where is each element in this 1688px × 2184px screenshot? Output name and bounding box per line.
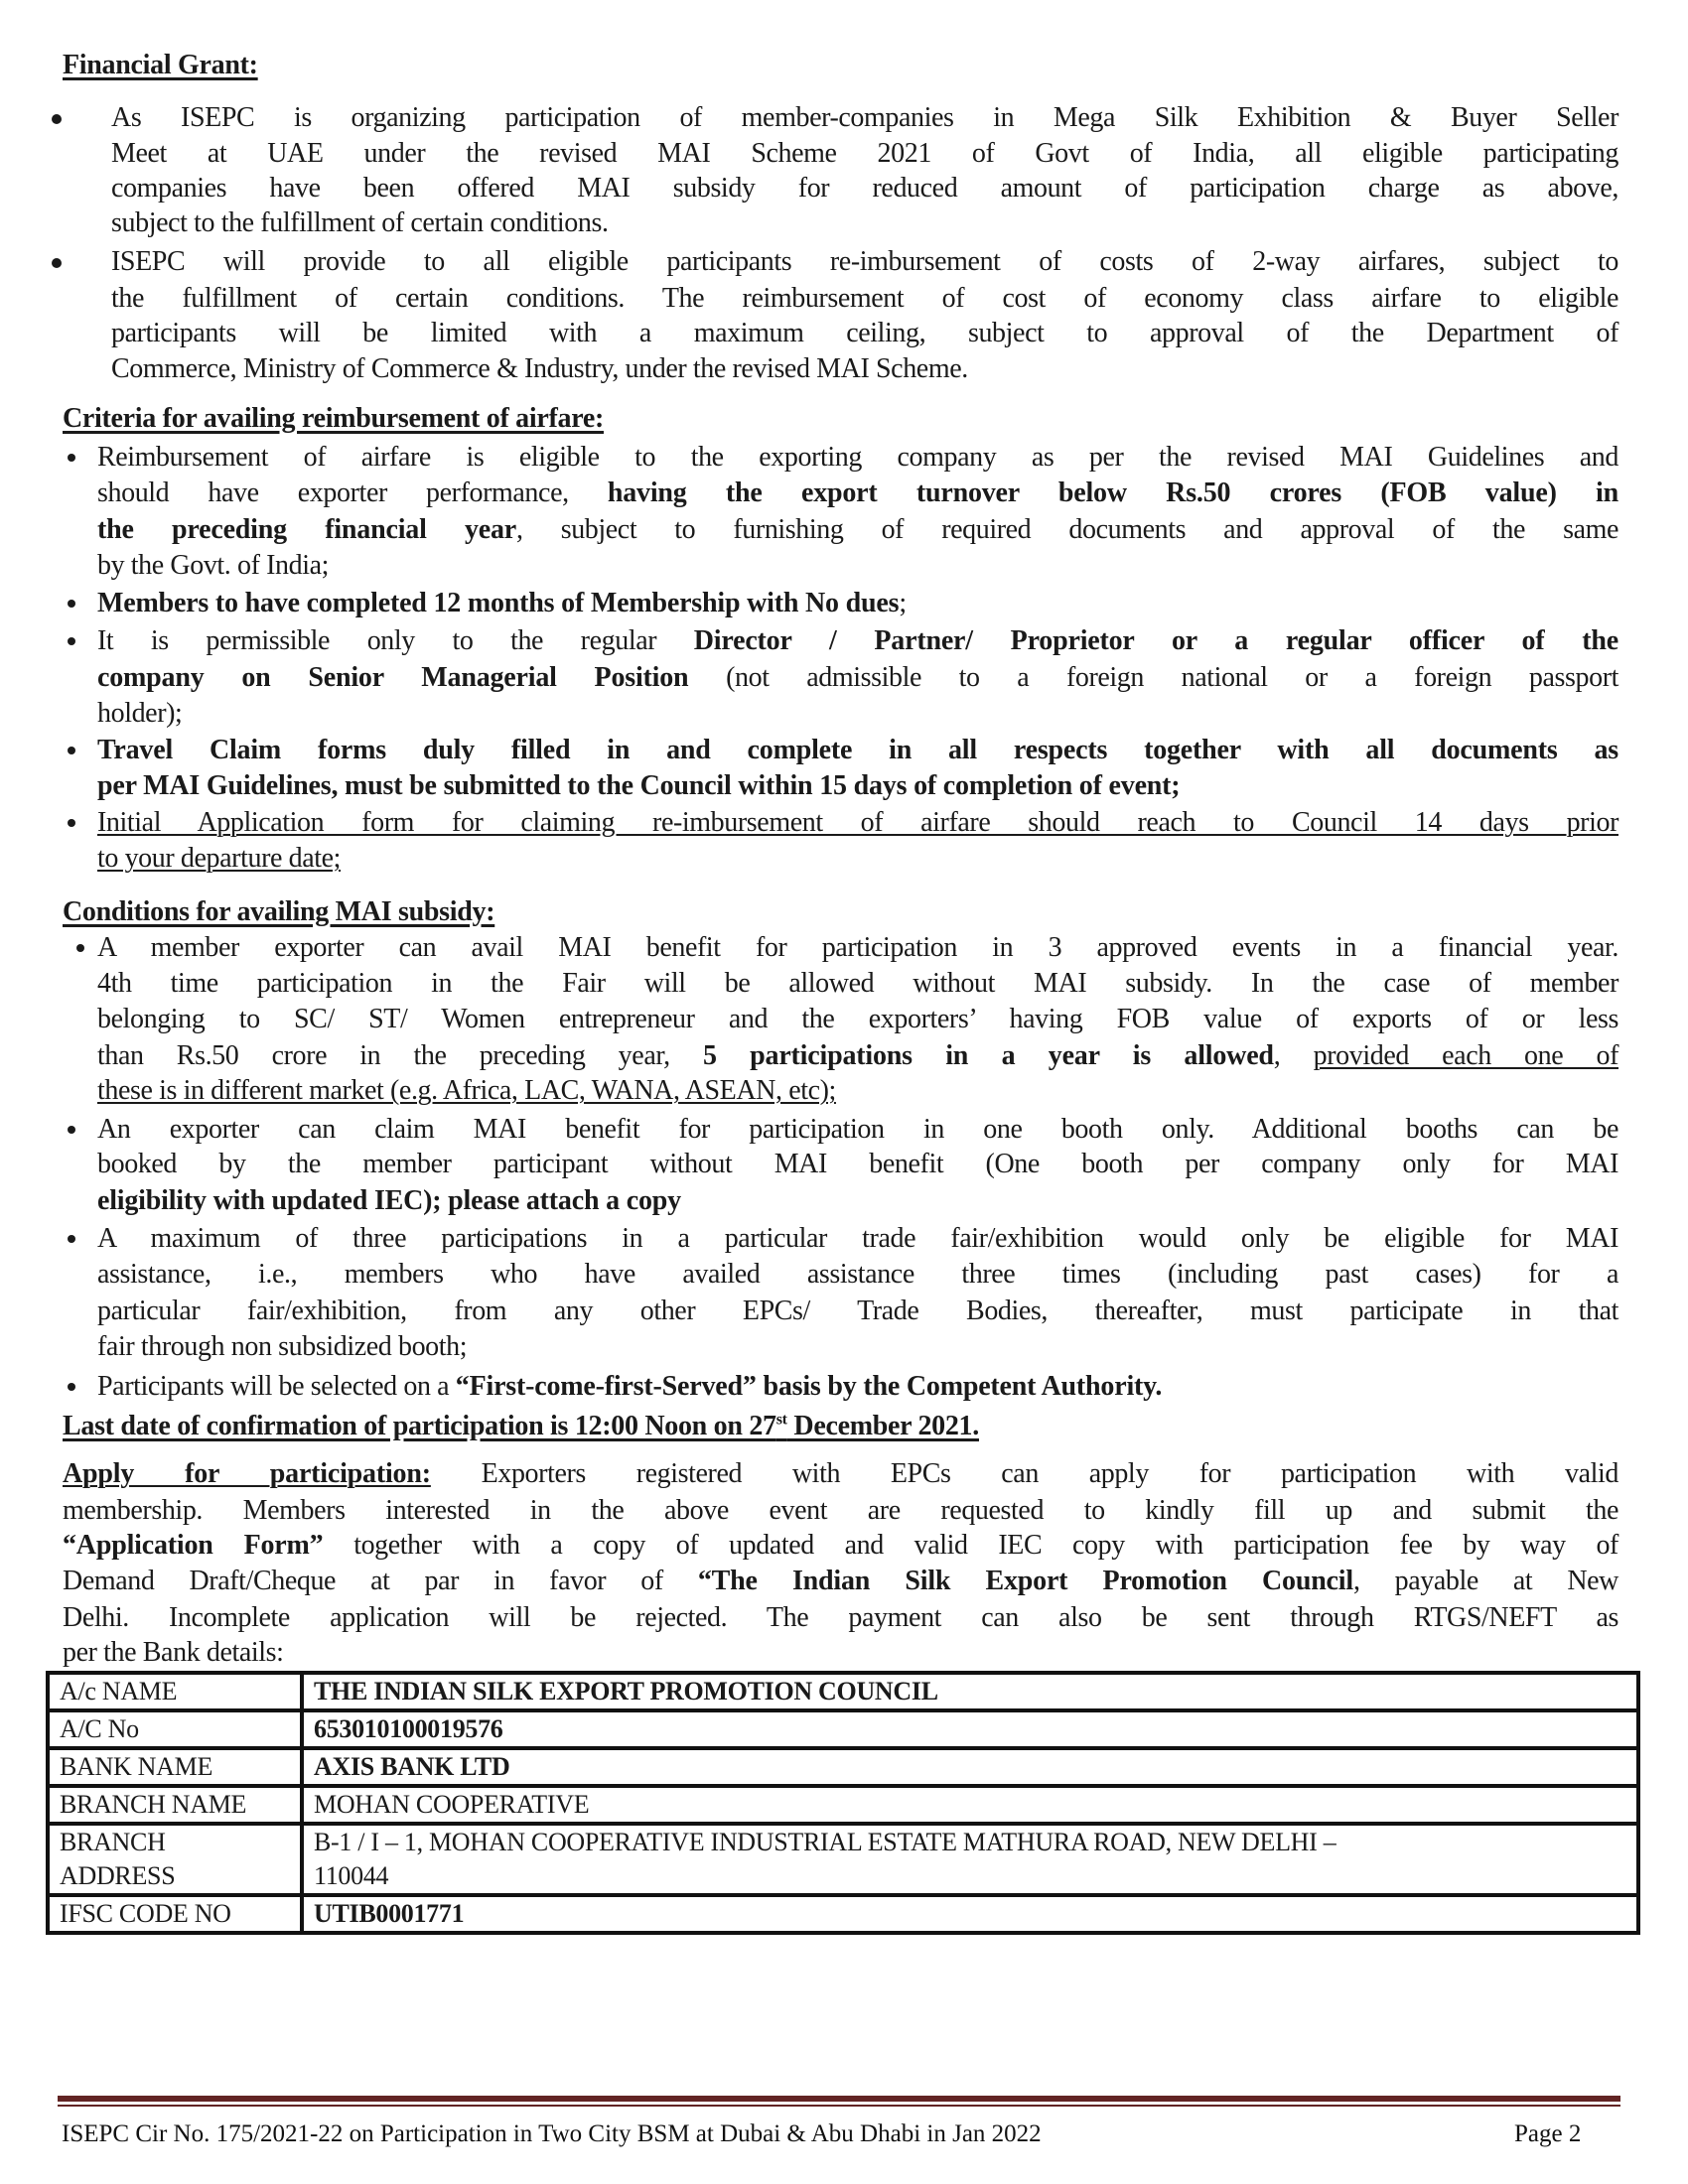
conditions-heading: Conditions for availing MAI subsidy: [63, 896, 495, 927]
text-line: 4th time participation in the Fair will be allowed without MAI subsidy. In the case of member [97, 968, 1618, 999]
table-key: BANK NAME [48, 1748, 302, 1786]
text-line: participants will be limited with a maximum ceiling, subject to approval of the Department of [111, 318, 1618, 348]
table-row [48, 1895, 1638, 1933]
bullet-icon [68, 747, 75, 754]
bullet-icon [68, 454, 75, 462]
bullet-icon [68, 1126, 75, 1134]
text-line: Commerce, Ministry of Commerce & Industry, under the revised MAI Scheme. [111, 353, 968, 384]
table-value: THE INDIAN SILK EXPORT PROMOTION COUNCIL [302, 1673, 1638, 1710]
criteria-heading: Criteria for availing reimbursement of airfare: [63, 403, 604, 434]
bullet-icon [68, 819, 75, 827]
table-value: UTIB0001771 [302, 1895, 1638, 1933]
text-line: Reimbursement of airfare is eligible to the exporting company as per the revised MAI Guidelines and [97, 442, 1618, 473]
text-line: Delhi. Incomplete application will be rejected. The payment can also be sent through RTGS/NEFT as [63, 1602, 1618, 1633]
text-line: Participants will be selected on a “First-come-first-Served” basis by the Competent Authority. [97, 1371, 1163, 1402]
text-line: these is in different market (e.g. Africa, LAC, WANA, ASEAN, etc); [97, 1075, 836, 1106]
table-row [48, 1824, 1638, 1895]
bullet-icon [68, 600, 75, 608]
last-date-notice: Last date of confirmation of participation is 12:00 Noon on 27st December 2021. [63, 1411, 979, 1441]
text-line: It is permissible only to the regular Director / Partner/ Proprietor or a regular officer of the [97, 625, 1618, 656]
table-key: BRANCH ADDRESS [48, 1824, 302, 1895]
text-line: per the Bank details: [63, 1637, 284, 1668]
text-line: Apply for participation: Exporters registered with EPCs can apply for participation with valid [63, 1458, 1618, 1489]
text-line: assistance, i.e., members who have availed assistance three times (including past cases) for a [97, 1259, 1618, 1290]
table-row [48, 1710, 1638, 1748]
text-line: belonging to SC/ ST/ Women entrepreneur and the exporters’ having FOB value of exports of or less [97, 1004, 1618, 1034]
text-line: A maximum of three participations in a particular trade fair/exhibition would only be eligible for MAI [97, 1223, 1618, 1254]
text-line: A member exporter can avail MAI benefit for participation in 3 approved events in a financial year. [97, 932, 1618, 963]
text-line: membership. Members interested in the above event are requested to kindly fill up and submit the [63, 1495, 1618, 1526]
text-line: Demand Draft/Cheque at par in favor of “The Indian Silk Export Promotion Council, payable at New [63, 1566, 1618, 1596]
footer-rule [58, 2096, 1620, 2102]
text-line: Travel Claim forms duly filled in and complete in all respects together with all documents as [97, 735, 1618, 765]
text-line: An exporter can claim MAI benefit for participation in one booth only. Additional booths can be [97, 1114, 1618, 1145]
text-line: Members to have completed 12 months of Membership with No dues; [97, 588, 907, 618]
footer-page-number: Page 2 [1514, 2120, 1582, 2147]
bullet-icon [68, 637, 75, 645]
bullet-icon [68, 1383, 75, 1391]
table-value: B-1 / I – 1, MOHAN COOPERATIVE INDUSTRIAL ESTATE MATHURA ROAD, NEW DELHI – 110044 [302, 1824, 1638, 1895]
bank-details-table [46, 1671, 1640, 1935]
text-line: companies have been offered MAI subsidy for reduced amount of participation charge as above, [111, 173, 1618, 204]
table-key: A/c NAME [48, 1673, 302, 1710]
text-line: the preceding financial year, subject to furnishing of required documents and approval of the same [97, 514, 1618, 545]
table-key: BRANCH NAME [48, 1786, 302, 1824]
text-line: eligibility with updated IEC); please attach a copy [97, 1185, 681, 1216]
text-line: per MAI Guidelines, must be submitted to the Council within 15 days of completion of event; [97, 770, 1181, 801]
bullet-icon [68, 1235, 75, 1243]
table-value: AXIS BANK LTD [302, 1748, 1638, 1786]
table-value: MOHAN COOPERATIVE [302, 1786, 1638, 1824]
text-line: booked by the member participant without MAI benefit (One booth per company only for MAI [97, 1149, 1618, 1179]
text-line: company on Senior Managerial Position (not admissible to a foreign national or a foreign passport [97, 662, 1618, 693]
text-line: Initial Application form for claiming re-imbursement of airfare should reach to Council 14 days prior [97, 807, 1618, 838]
text-line: should have exporter performance, having the export turnover below Rs.50 crores (FOB value) in [97, 478, 1618, 508]
apply-heading: Apply for participation: [63, 1458, 431, 1489]
footer-rule-thin [58, 2105, 1620, 2107]
text-line: subject to the fulfillment of certain conditions. [111, 207, 609, 238]
footer-circular-reference: ISEPC Cir No. 175/2021-22 on Participation in Two City BSM at Dubai & Abu Dhabi in Jan 2022 [62, 2120, 1042, 2147]
table-row [48, 1673, 1638, 1710]
table-row [48, 1748, 1638, 1786]
text-line: than Rs.50 crore in the preceding year, 5 participations in a year is allowed, provided each one of [97, 1040, 1618, 1071]
bullet-icon [52, 114, 62, 124]
text-line: by the Govt. of India; [97, 550, 330, 581]
text-line: to your departure date; [97, 843, 342, 874]
table-key: A/C No [48, 1710, 302, 1748]
text-line: ISEPC will provide to all eligible participants re-imbursement of costs of 2-way airfares, subject to [111, 246, 1618, 277]
bullet-icon [52, 258, 62, 268]
table-value: 653010100019576 [302, 1710, 1638, 1748]
table-key: IFSC CODE NO [48, 1895, 302, 1933]
text-line: holder); [97, 698, 183, 729]
text-line: As ISEPC is organizing participation of member-companies in Mega Silk Exhibition & Buyer Seller [111, 102, 1618, 133]
bullet-icon [76, 944, 84, 952]
text-line: the fulfillment of certain conditions. The reimbursement of cost of economy class airfare to eligible [111, 283, 1618, 314]
text-line: fair through non subsidized booth; [97, 1331, 468, 1362]
text-line: Meet at UAE under the revised MAI Scheme 2021 of Govt of India, all eligible participating [111, 138, 1618, 169]
table-row [48, 1786, 1638, 1824]
financial-grant-heading: Financial Grant: [63, 50, 258, 80]
text-line: particular fair/exhibition, from any other EPCs/ Trade Bodies, thereafter, must participate in that [97, 1296, 1618, 1326]
text-line: “Application Form” together with a copy of updated and valid IEC copy with participation fee by way of [63, 1530, 1618, 1561]
